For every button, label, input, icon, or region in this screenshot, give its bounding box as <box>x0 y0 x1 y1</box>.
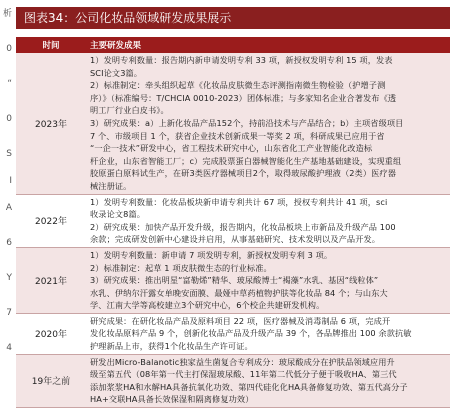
fragment-char: Y <box>6 273 12 283</box>
content-line: 水乳、伊纳尔汗露女单晚安面膜、最娅中草药植物护肤等化妆品 84 个；与山东大 <box>90 287 388 298</box>
table-row <box>16 354 450 407</box>
row-content <box>86 247 450 313</box>
table-body <box>16 53 450 408</box>
content-line: 1）发明专利数量：报告期内新申请发明专利 33 项，新授权发明专利 15 项，发表 <box>90 55 393 65</box>
content-line: 研发出Micro-Balanotic独家益生菌复合专利成分：玻尿酸成分在护肤品领域应用升 <box>90 356 395 367</box>
content-line: 发化妆品原料产品 9 个，创新化妆品产品及升级产品 39 个，各品牌推出 100 余款抗敏 <box>90 328 412 339</box>
fragment-char: 0 <box>6 44 12 54</box>
content-line: 2）标准制定：起草 1 项皮肤微生态的行业标准。 <box>90 262 272 273</box>
content-line: 杆企业，山东省智能工厂；c）完成股票蛋白器械智能化生产基地基础建设，实现重组 <box>90 155 402 166</box>
row-content <box>86 354 450 407</box>
content-line: 级至第五代（08年第一代主打保湿玻尿酸、11年第二代低分子便于吸收HA、第三代 <box>90 369 397 380</box>
content-line: SCI论文3篇。 <box>90 67 143 78</box>
fragment-char: 7 <box>6 308 12 318</box>
fragment-char: S <box>6 149 12 159</box>
content-line: 7 个、市级项目 1 个，获省企业技术创新成果一等奖 2 项，科研成果已应用于省 <box>90 130 385 141</box>
row-year: 19年之前 <box>16 354 86 407</box>
content-line: HA+交联HA具备长效保湿和隔离修复功效） <box>90 394 254 405</box>
fragment-char: A <box>5 203 12 213</box>
content-line: 2）研究成果：加快产品开发升级，报告期内，化妆品板块上市新品及升级产品 100 <box>90 221 396 232</box>
content-line: 1）发明专利数量：新申请 7 项发明专利，新授权发明专利 3 项。 <box>90 249 333 260</box>
table-header-row <box>16 37 450 53</box>
header-year: 时间 <box>16 37 86 53</box>
row-content <box>86 313 450 354</box>
fragment-char: 6 <box>6 238 12 248</box>
content-line: 添加浆浆HA和水解HA具备抗氧化功效、第四代硅化化HA具备修复功效、第五代高分子 <box>90 381 408 392</box>
figure-title: 图表34：公司化妆品领域研发成果展示 <box>16 7 450 29</box>
content-line: 研究成果：在研化妆品产品及原料项目 22 项，医疗器械及消毒制品 6 项，完成开 <box>90 315 391 326</box>
content-line: 2）标准制定：牵头组织起草《化妆品皮肤微生态评测指南微生物检验（护增子测 <box>90 80 386 91</box>
fragment-char: 析 <box>2 9 12 19</box>
fragment-char: I <box>9 176 12 186</box>
row-content <box>86 53 450 194</box>
content-line: 护理新品上市，获得1个化妆品生产许可证。 <box>90 341 253 352</box>
table-row <box>16 313 450 354</box>
content-line: 余款；完成研发创新中心建设并启用，从事基础研究、技术发明以及产品开发。 <box>90 234 381 245</box>
content-line: 1）发明专利数量：化妆品板块新申请专利共计 67 项，授权专利共计 41 项，sci <box>90 196 388 207</box>
rd-achievements-figure <box>16 0 462 413</box>
content-line: 胶原蛋白原料试生产，在研3类医疗器械项目2个，取得玻尿酸护理液（2类）医疗器 <box>90 168 396 179</box>
content-line: 明工厂行业白皮书》。 <box>90 105 169 116</box>
table-row <box>16 247 450 313</box>
row-content <box>86 194 450 247</box>
fragment-char: 0 <box>6 114 12 124</box>
content-line: 收录论文8篇。 <box>90 209 146 220</box>
content-line: 序）》（标准编号：T/CHCIA 0010-2023）团体标准；与多家知名企业合著发布《透 <box>90 92 397 103</box>
content-line: “一企一技术”研发中心，省工程技术研究中心，山东省化工产业智能化改造标 <box>90 143 373 154</box>
content-line: 3）研究成果：推出明星“富勒烯”精华、玻尿酸博士“褐藻”水乳、基因“线粒体” <box>90 275 379 286</box>
fragment-char: “ <box>7 79 12 89</box>
adjacent-page-fragment <box>0 0 12 413</box>
rd-achievements-table <box>16 37 450 408</box>
row-year: 2020年 <box>35 330 67 341</box>
content-line: 学、江南大学等高校建立3个研究中心，6个校企共建研发机构。 <box>90 300 325 311</box>
header-content: 主要研发成果 <box>86 37 450 53</box>
row-year: 2023年 <box>16 53 86 194</box>
row-year: 2021年 <box>16 247 86 313</box>
table-row <box>16 53 450 194</box>
content-line: 械注册证。 <box>90 180 132 191</box>
table-row <box>16 194 450 247</box>
fragment-char: 4 <box>6 343 12 353</box>
content-line: 3）研究成果：a）上新化妆品产品152个，持前沿技术与产品结合；b）主项省级项目 <box>90 117 404 128</box>
row-year: 2022年 <box>35 217 67 228</box>
